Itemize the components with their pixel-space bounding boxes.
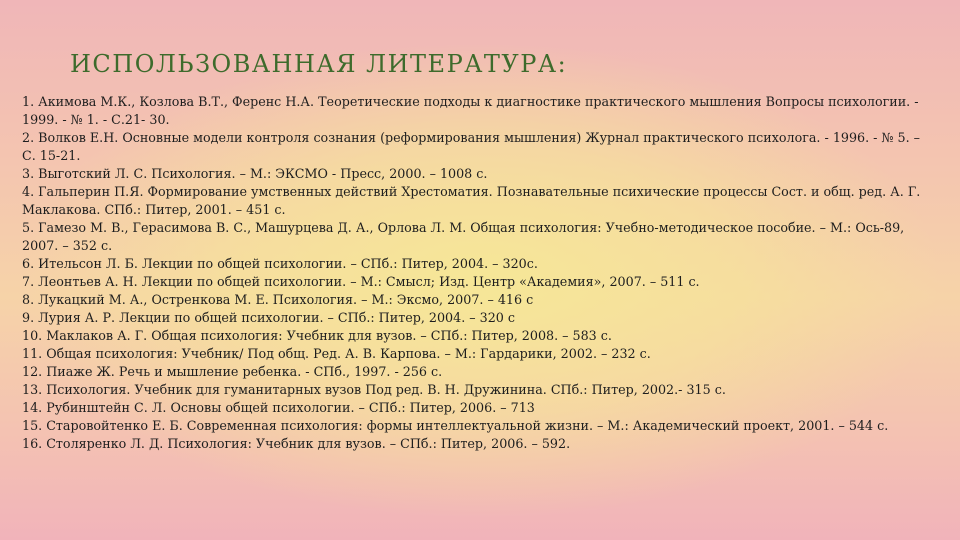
reference-item: 15. Старовойтенко Е. Б. Современная психология: формы интеллектуальной жизни. – М.: Академический проект, 2001. – 544 с. [22,418,889,433]
reference-item: 12. Пиаже Ж. Речь и мышление ребенка. - СПб., 1997. - 256 с. [22,364,443,379]
reference-item: 5. Гамезо М. В., Герасимова В. С., Машурцева Д. А., Орлова Л. М. Общая психология: Учебно-методическое пособие. – М.: Ось-89, 2007. – 352 с. [22,220,905,253]
reference-item: 10. Маклаков А. Г. Общая психология: Учебник для вузов. – СПб.: Питер, 2008. – 583 с. [22,328,612,343]
references-list [22,93,922,453]
reference-item: 4. Гальперин П.Я. Формирование умственных действий Хрестоматия. Познавательные психические процессы Сост. и общ. ред. А. Г. Маклакова. СПб.: Питер, 2001. – 451 с. [22,184,921,217]
reference-item: 6. Ительсон Л. Б. Лекции по общей психологии. – СПб.: Питер, 2004. – 320с. [22,256,538,271]
reference-item: 9. Лурия А. Р. Лекции по общей психологии. – СПб.: Питер, 2004. – 320 с [22,310,515,325]
reference-item: 13. Психология. Учебник для гуманитарных вузов Под ред. В. Н. Дружинина. СПб.: Питер, 2002.- 315 с. [22,382,726,397]
reference-item: 11. Общая психология: Учебник/ Под общ. Ред. А. В. Карпова. – М.: Гардарики, 2002. – 232 с. [22,346,651,361]
reference-item: 3. Выготский Л. С. Психология. – М.: ЭКСМО - Пресс, 2000. – 1008 с. [22,166,488,181]
reference-item: 2. Волков Е.Н. Основные модели контроля сознания (реформирования мышления) Журнал практического психолога. - 1996. - № 5. – С. 15-21. [22,130,921,163]
reference-item: 16. Столяренко Л. Д. Психология: Учебник для вузов. – СПб.: Питер, 2006. – 592. [22,436,571,451]
reference-item: 8. Лукацкий М. А., Остренкова М. Е. Психология. – М.: Эксмо, 2007. – 416 с [22,292,534,307]
reference-item: 1. Акимова М.К., Козлова В.Т., Ференс Н.А. Теоретические подходы к диагностике практического мышления Вопросы психологии. - 1999. - № 1. - С.21- 30. [22,94,919,127]
reference-item: 14. Рубинштейн С. Л. Основы общей психологии. – СПб.: Питер, 2006. – 713 [22,400,535,415]
reference-item: 7. Леонтьев А. Н. Лекции по общей психологии. – М.: Смысл; Изд. Центр «Академия», 2007. – 511 с. [22,274,700,289]
slide-title: ИСПОЛЬЗОВАННАЯ ЛИТЕРАТУРА: [70,50,568,78]
